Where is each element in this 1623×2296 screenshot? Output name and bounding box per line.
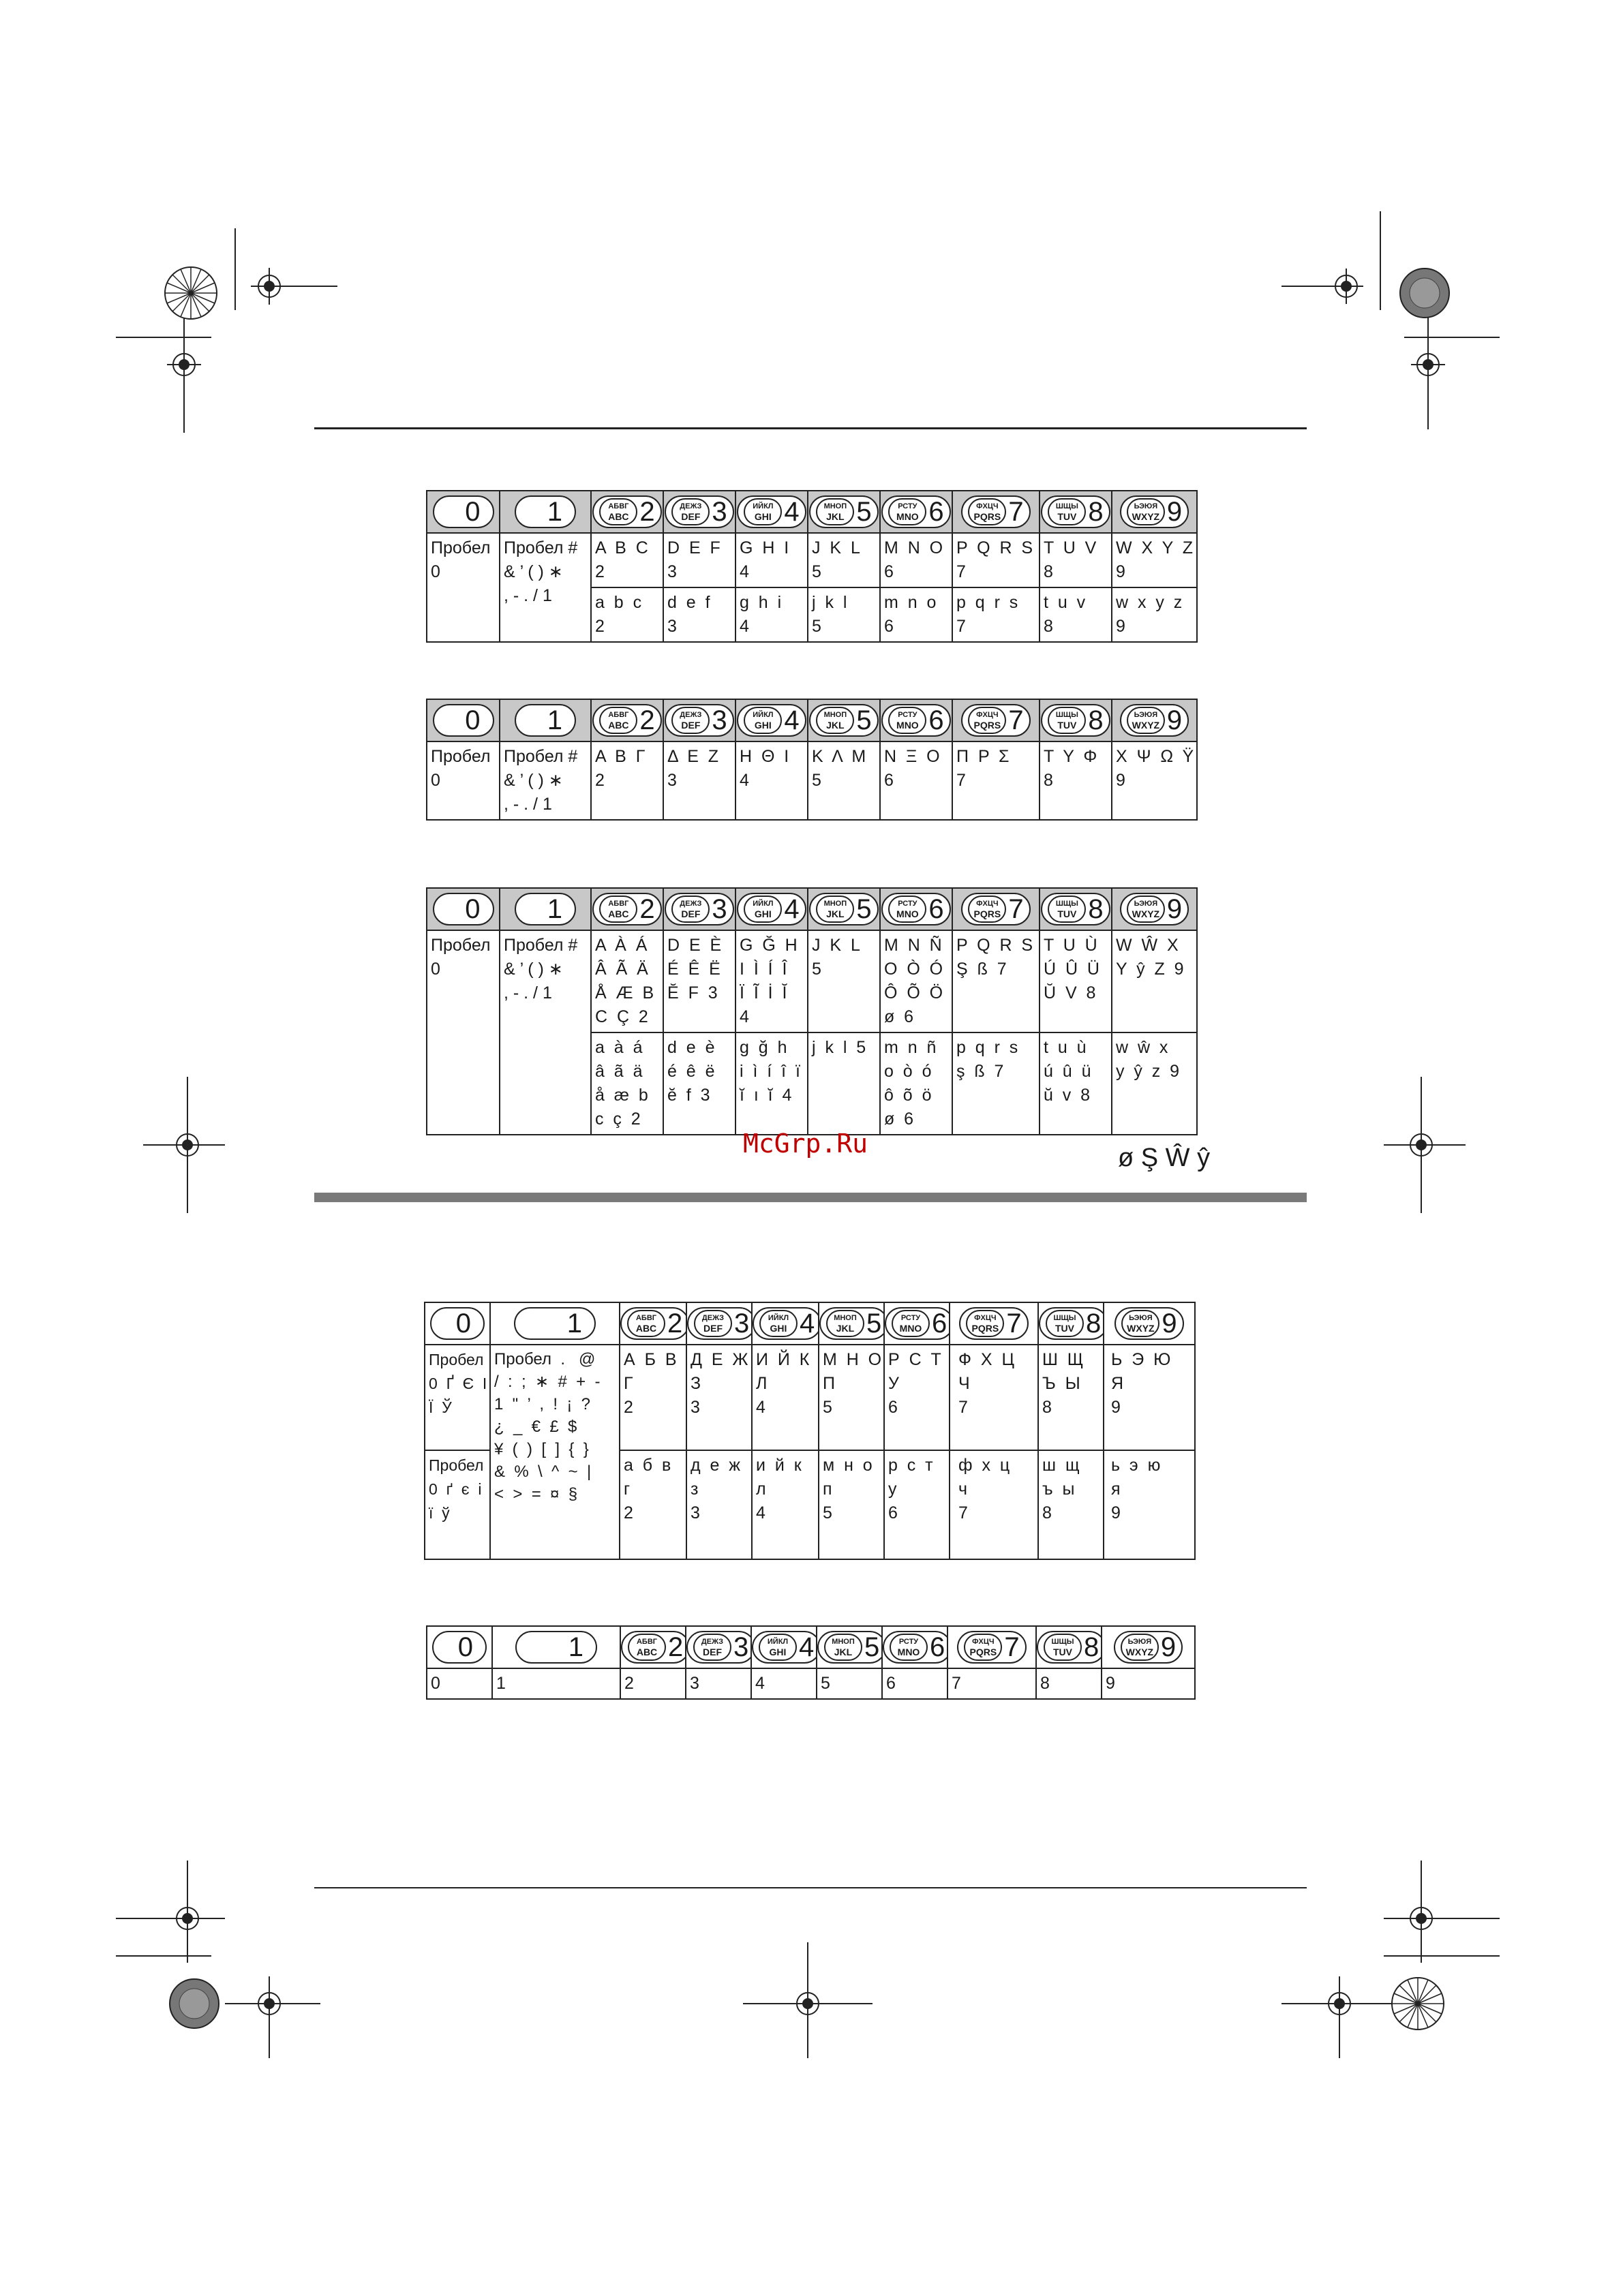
section-divider: [314, 1193, 1307, 1202]
char-cell: J K L 5: [808, 930, 880, 1032]
key-1-icon: 1: [515, 1631, 597, 1664]
key-cell: [591, 699, 663, 741]
key-9-icon: ЬЭЮЯ WXYZ 9: [1120, 495, 1189, 528]
key-cell: [952, 491, 1040, 533]
key-header-row: [425, 1302, 1195, 1345]
char-cell: a à á â ã ä å æ b c ç 2: [591, 1032, 663, 1135]
key-cell: [952, 699, 1040, 741]
key-0-icon: 0: [430, 1307, 485, 1340]
key-1-icon: 1: [514, 1307, 596, 1340]
key-cell: [620, 1626, 686, 1668]
key-header-row: [427, 1626, 1195, 1668]
key-cell: [427, 888, 500, 930]
char-cell: Ш Щ Ъ Ы 8: [1038, 1345, 1104, 1450]
key-6-icon: РСТУ MNO 6: [885, 1307, 950, 1340]
key-1-icon: 1: [515, 704, 576, 737]
key-0-icon: 0: [433, 704, 494, 737]
key-8-icon: ШЩЫ TUV 8: [1041, 495, 1110, 528]
key-cell: [492, 1626, 620, 1668]
registration-mark-icon: [1384, 1077, 1466, 1213]
char-cell: Ν Ξ Ο 6: [880, 741, 952, 820]
char-cell: ь э ю я 9: [1104, 1450, 1195, 1559]
key-8-icon: ШЩЫ TUV 8: [1037, 1631, 1102, 1664]
char-cell: Ф Х Ц Ч 7: [950, 1345, 1038, 1450]
char-cell: Α Β Γ 2: [591, 741, 663, 820]
key-cell: [591, 491, 663, 533]
key-cell: [500, 888, 591, 930]
key-cell: [880, 888, 952, 930]
key-6-icon: РСТУ MNO 6: [881, 495, 950, 528]
registration-mark-icon: [1268, 1861, 1513, 2058]
char-cell: w x y z 9: [1112, 587, 1197, 642]
char-cell: а б в г 2: [620, 1450, 686, 1559]
char-cell: d e f 3: [663, 587, 735, 642]
key-cell: [1112, 888, 1197, 930]
key-cell: [880, 699, 952, 741]
key-cell: [880, 491, 952, 533]
key-3-icon: ДЕЖЗ DEF 3: [686, 1631, 751, 1664]
key-7-icon: ФХЦЧ PQRS 7: [959, 1307, 1028, 1340]
key-8-icon: ШЩЫ TUV 8: [1041, 893, 1110, 925]
char-cell: И Й К Л 4: [752, 1345, 819, 1450]
char-cell: g ğ h i ì í î ï ĭ ı ĭ 4: [735, 1032, 808, 1135]
char-cell: Пробел 0 ґ є і ї ў: [425, 1450, 490, 1559]
char-table-extended-latin: [426, 887, 1198, 1135]
char-cell: M N Ñ O Ò Ó Ô Õ Ö ø 6: [880, 930, 952, 1032]
char-cell: D E È É Ê Ë Ĕ F 3: [663, 930, 735, 1032]
char-cell: д е ж з 3: [686, 1450, 752, 1559]
key-cell: [1040, 491, 1112, 533]
char-cell: р с т у 6: [884, 1450, 950, 1559]
key-cell: [884, 1302, 950, 1345]
char-cell: Κ Λ Μ 5: [808, 741, 880, 820]
char-cell: и й к л 4: [752, 1450, 819, 1559]
registration-mark-icon: [143, 1077, 225, 1213]
key-4-icon: ИЙКЛ GHI 4: [737, 704, 806, 737]
char-cell: М Н О П 5: [819, 1345, 884, 1450]
char-cell: M N O 6: [880, 533, 952, 587]
key-3-icon: ДЕЖЗ DEF 3: [665, 495, 733, 528]
char-cell: G Ğ H I Ì Í Î Ï Ĩ İ Ĭ 4: [735, 930, 808, 1032]
key-3-icon: ДЕЖЗ DEF 3: [665, 704, 733, 737]
char-cell: 4: [751, 1668, 817, 1699]
key-9-icon: ЬЭЮЯ WXYZ 9: [1114, 1631, 1183, 1664]
char-cell: Η Θ Ι 4: [735, 741, 808, 820]
key-cell: [751, 1626, 817, 1668]
key-cell: [686, 1302, 752, 1345]
char-cell: T U V 8: [1040, 533, 1112, 587]
key-4-icon: ИЙКЛ GHI 4: [752, 1631, 817, 1664]
key-8-icon: ШЩЫ TUV 8: [1041, 704, 1110, 737]
char-cell: p q r s 7: [952, 587, 1040, 642]
char-cell: D E F 3: [663, 533, 735, 587]
char-cell: m n ñ o ò ó ô õ ö ø 6: [880, 1032, 952, 1135]
key-cell: [808, 491, 880, 533]
char-cell: T U Ù Ú Û Ü Ŭ V 8: [1040, 930, 1112, 1032]
key-header-row: [427, 888, 1197, 930]
key-cell: [735, 699, 808, 741]
char-cell: G H I 4: [735, 533, 808, 587]
char-cell: Пробел # & ’ ( ) ∗ , - . / 1: [500, 741, 591, 820]
key-cell: [591, 888, 663, 930]
char-cell: 2: [620, 1668, 686, 1699]
key-cell: [500, 491, 591, 533]
key-1-icon: 1: [515, 893, 576, 925]
key-header-row: [427, 699, 1197, 741]
char-table-cyrillic: [424, 1302, 1196, 1560]
key-2-icon: АБВГ ABC 2: [621, 1631, 686, 1664]
char-cell: j k l 5: [808, 1032, 880, 1135]
key-5-icon: МНОП JKL 5: [817, 1631, 882, 1664]
key-cell: [752, 1302, 819, 1345]
key-cell: [1112, 699, 1197, 741]
key-cell: [427, 1626, 492, 1668]
char-cell: Π Ρ Σ 7: [952, 741, 1040, 820]
key-header-row: [427, 491, 1197, 533]
key-3-icon: ДЕЖЗ DEF 3: [687, 1307, 752, 1340]
key-9-icon: ЬЭЮЯ WXYZ 9: [1120, 704, 1189, 737]
key-0-icon: 0: [432, 1631, 487, 1664]
char-cell: Ь Э Ю Я 9: [1104, 1345, 1195, 1450]
key-4-icon: ИЙКЛ GHI 4: [737, 495, 806, 528]
char-cell: p q r s ş ß 7: [952, 1032, 1040, 1135]
key-7-icon: ФХЦЧ PQRS 7: [961, 704, 1030, 737]
extra-characters-note: ø Ş Ŵ ŷ: [1118, 1144, 1211, 1172]
key-cell: [663, 888, 735, 930]
key-2-icon: АБВГ ABC 2: [592, 704, 661, 737]
char-table-greek: [426, 699, 1198, 821]
key-4-icon: ИЙКЛ GHI 4: [753, 1307, 819, 1340]
key-2-icon: АБВГ ABC 2: [620, 1307, 686, 1340]
char-cell: P Q R S 7: [952, 533, 1040, 587]
char-cell: Пробел # & ’ ( ) ∗ , - . / 1: [500, 930, 591, 1135]
key-cell: [1112, 491, 1197, 533]
char-cell: t u v 8: [1040, 587, 1112, 642]
key-cell: [1036, 1626, 1102, 1668]
char-cell: Пробел 0 Ґ Є І Ї Ў: [425, 1345, 490, 1450]
char-cell: Χ Ψ Ω Ϋ 9: [1112, 741, 1197, 820]
char-cell: ф х ц ч 7: [950, 1450, 1038, 1559]
key-cell: [686, 1626, 751, 1668]
key-cell: [735, 491, 808, 533]
char-cell: 5: [817, 1668, 882, 1699]
registration-mark-icon: [116, 228, 389, 440]
key-0-icon: 0: [433, 495, 494, 528]
char-cell: Р С Т У 6: [884, 1345, 950, 1450]
key-5-icon: МНОП JKL 5: [809, 893, 878, 925]
char-cell: Пробел 0: [427, 741, 500, 820]
key-cell: [808, 699, 880, 741]
char-cell: A B C 2: [591, 533, 663, 587]
key-cell: [490, 1302, 620, 1345]
key-cell: [952, 888, 1040, 930]
char-cell: 8: [1036, 1668, 1102, 1699]
registration-mark-icon: [116, 1861, 900, 2058]
char-cell: t u ù ú û ü ŭ v 8: [1040, 1032, 1112, 1135]
char-cell: 3: [686, 1668, 751, 1699]
key-cell: [500, 699, 591, 741]
char-cell: 6: [882, 1668, 947, 1699]
key-cell: [1102, 1626, 1195, 1668]
key-cell: [950, 1302, 1038, 1345]
key-cell: [427, 699, 500, 741]
char-cell: Δ Ε Ζ 3: [663, 741, 735, 820]
key-cell: [808, 888, 880, 930]
key-5-icon: МНОП JKL 5: [809, 495, 878, 528]
key-3-icon: ДЕЖЗ DEF 3: [665, 893, 733, 925]
key-cell: [427, 491, 500, 533]
char-cell: 1: [492, 1668, 620, 1699]
char-cell: W X Y Z 9: [1112, 533, 1197, 587]
key-6-icon: РСТУ MNO 6: [881, 704, 950, 737]
char-cell: Пробел 0: [427, 930, 500, 1135]
key-6-icon: РСТУ MNO 6: [883, 1631, 947, 1664]
key-8-icon: ШЩЫ TUV 8: [1039, 1307, 1104, 1340]
key-cell: [663, 491, 735, 533]
registration-mark-icon: [1254, 211, 1513, 436]
char-cell: А Б В Г 2: [620, 1345, 686, 1450]
key-cell: [425, 1302, 490, 1345]
char-cell: d e è é ê ë ĕ f 3: [663, 1032, 735, 1135]
key-2-icon: АБВГ ABC 2: [592, 495, 661, 528]
char-cell: j k l 5: [808, 587, 880, 642]
key-6-icon: РСТУ MNO 6: [881, 893, 950, 925]
key-7-icon: ФХЦЧ PQRS 7: [957, 1631, 1026, 1664]
char-cell: ш щ ъ ы 8: [1038, 1450, 1104, 1559]
char-cell: 7: [947, 1668, 1036, 1699]
key-cell: [882, 1626, 947, 1668]
key-9-icon: ЬЭЮЯ WXYZ 9: [1120, 893, 1189, 925]
char-cell: a b c 2: [591, 587, 663, 642]
char-cell: Пробел . @ / : ; ∗ # + - 1 " ’ , ! ¡ ? ¿ _ € £ $ ¥ ( ) [ ] { } & % \ ^ ~ | < > = ¤ §: [490, 1345, 620, 1559]
key-cell: [1104, 1302, 1195, 1345]
key-5-icon: МНОП JKL 5: [809, 704, 878, 737]
key-7-icon: ФХЦЧ PQRS 7: [961, 893, 1030, 925]
char-table-numeric: [426, 1625, 1196, 1700]
key-cell: [947, 1626, 1036, 1668]
char-cell: м н о п 5: [819, 1450, 884, 1559]
char-cell: P Q R S Ş ß 7: [952, 930, 1040, 1032]
key-7-icon: ФХЦЧ PQRS 7: [961, 495, 1030, 528]
char-cell: Τ Υ Φ 8: [1040, 741, 1112, 820]
char-cell: Пробел # & ’ ( ) ∗ , - . / 1: [500, 533, 591, 642]
key-2-icon: АБВГ ABC 2: [592, 893, 661, 925]
char-cell: W Ŵ X Y ŷ Z 9: [1112, 930, 1197, 1032]
key-1-icon: 1: [515, 495, 576, 528]
key-cell: [817, 1626, 882, 1668]
key-cell: [735, 888, 808, 930]
key-4-icon: ИЙКЛ GHI 4: [737, 893, 806, 925]
char-cell: J K L 5: [808, 533, 880, 587]
char-cell: A À Á Â Ã Ä Å Æ B C Ç 2: [591, 930, 663, 1032]
key-cell: [1038, 1302, 1104, 1345]
header-rule: [314, 427, 1307, 429]
char-cell: w ŵ x y ŷ z 9: [1112, 1032, 1197, 1135]
key-cell: [620, 1302, 686, 1345]
key-0-icon: 0: [433, 893, 494, 925]
char-cell: Д Е Ж З 3: [686, 1345, 752, 1450]
char-cell: g h i 4: [735, 587, 808, 642]
key-5-icon: МНОП JKL 5: [819, 1307, 884, 1340]
key-cell: [819, 1302, 884, 1345]
char-cell: m n o 6: [880, 587, 952, 642]
key-cell: [1040, 888, 1112, 930]
char-cell: 0: [427, 1668, 492, 1699]
key-cell: [1040, 699, 1112, 741]
char-cell: 9: [1102, 1668, 1195, 1699]
char-cell: Пробел 0: [427, 533, 500, 642]
key-9-icon: ЬЭЮЯ WXYZ 9: [1114, 1307, 1183, 1340]
key-cell: [663, 699, 735, 741]
char-table-latin: [426, 490, 1198, 643]
watermark-text: McGrp.Ru: [743, 1129, 868, 1159]
